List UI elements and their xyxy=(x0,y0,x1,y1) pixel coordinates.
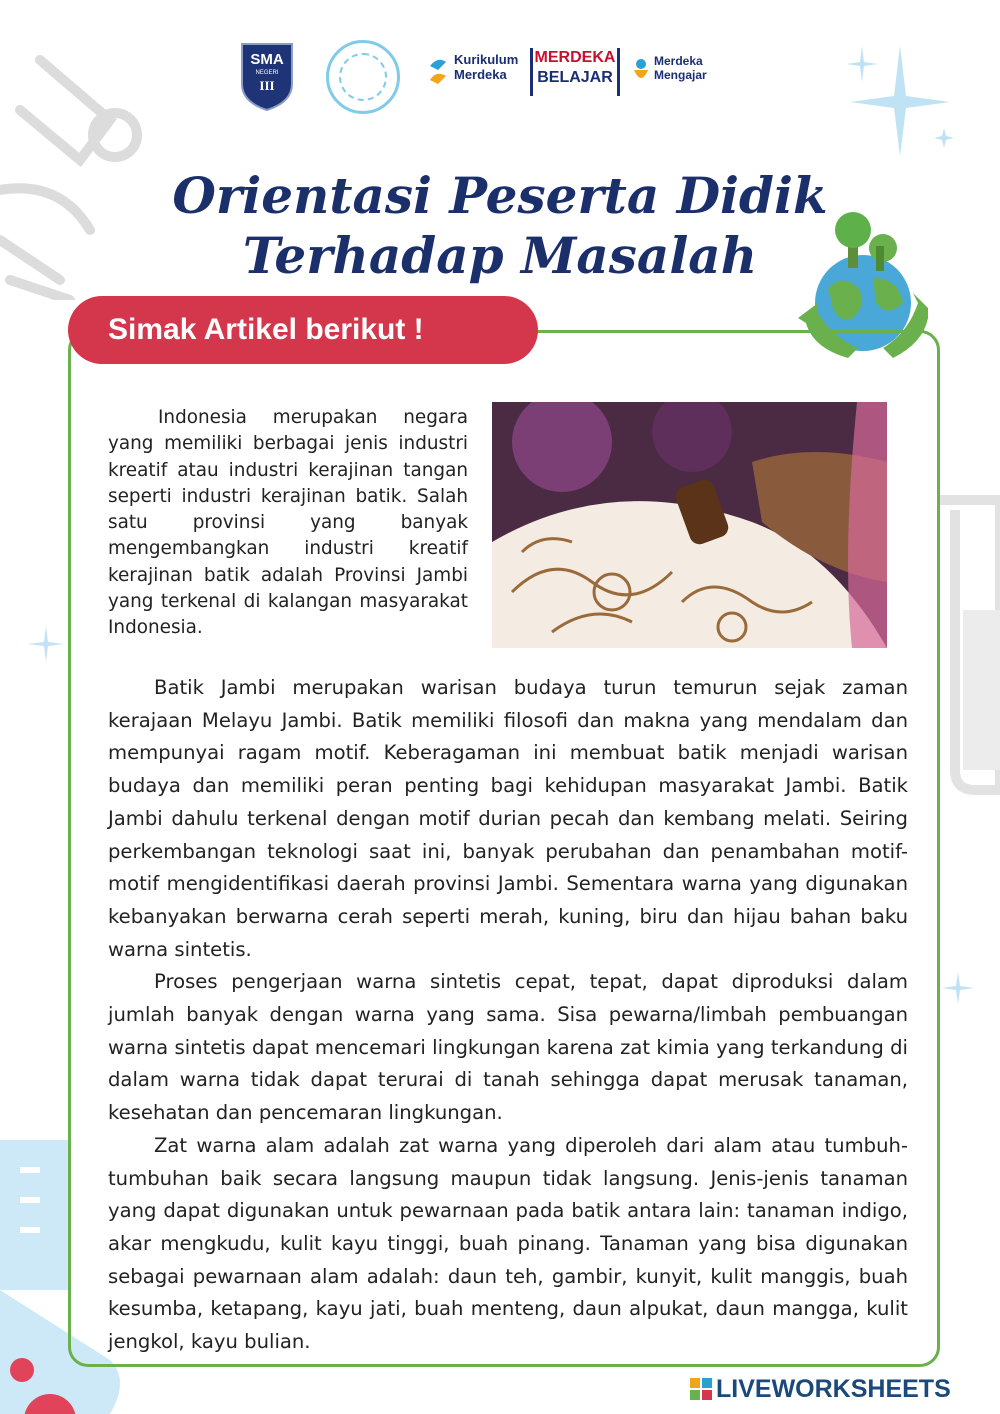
title-line-2: Terhadap Masalah xyxy=(242,226,758,285)
article-paragraph: Batik Jambi merupakan warisan budaya turun temurun sejak zaman kerajaan Melayu Jambi. Batik memiliki filosofi dan makna yang mendalam dan mempunyai ragam motif. Keberagaman ini membuat batik menjadi warisan budaya dan memiliki peran penting bagi kehidupan masyarakat Jambi. Batik Jambi dahulu terkenal dengan motif durian pecah dan kembang melati. Seiring perkembangan teknologi saat ini, banyak perubahan dan penambahan motif-motif mengidentifikasi daerah provinsi Jambi. Sementara warna yang digunakan kebanyakan berwarna cerah seperti merah, kuning, biru dan hijau bahan baku warna sintetis. xyxy=(108,676,908,961)
page-title xyxy=(150,166,850,286)
svg-text:III: III xyxy=(259,78,275,93)
intro-paragraph: Indonesia merupakan negara yang memiliki berbagai jenis industri kreatif atau industri kerajinan tangan seperti industri kerajinan batik. Salah satu provinsi yang banyak mengembangkan industri kreatif kerajinan batik adalah Provinsi Jambi yang terkenal di kalangan masyarakat Indonesia. xyxy=(108,407,468,639)
svg-text:NEGERI: NEGERI xyxy=(255,70,279,76)
kurikulum-merdeka-logo: Kurikulum Merdeka xyxy=(428,52,523,92)
sparkle-decoration-icon xyxy=(840,36,960,166)
merdeka-mengajar-logo: Merdeka Mengajar xyxy=(630,54,730,94)
sparkle-left-decoration-icon xyxy=(26,624,66,664)
article-paragraph: Proses pengerjaan warna sintetis cepat, tepat, dapat diproduksi dalam jumlah banyak dengan warna yang sama. Sisa pewarna/limbah pembuangan warna sintetis dapat mencemari lingkungan karena zat kimia yang terkandung di dalam warna tidak dapat terurai di tanah sehingga dapat merusak tanaman, kesehatan dan pencemaran lingkungan. xyxy=(108,970,908,1125)
article-paragraph: Zat warna alam adalah zat warna yang diperoleh dari alam atau tumbuh-tumbuhan baik secara langsung maupun tidak langsung. Jenis-jenis tanaman yang dapat digunakan untuk pewarnaan pada batik antara lain: tanaman indigo, akar mengkudu, kulit kayu tinggi, buah pinang. Tanaman yang bisa digunakan sebagai pewarnaan alam adalah: daun teh, gambir, kunyit, kulit manggis, buah kesumba, ketapang, kayu jati, buah menteng, daun alpukat, daun mangga, kulit jengkol, kayu bulian. xyxy=(108,1133,908,1354)
school-circle-logo xyxy=(326,40,400,114)
liveworksheets-brand: LIVEWORKSHEETS xyxy=(690,1374,990,1404)
microscope-decoration-icon xyxy=(0,40,170,300)
article-body xyxy=(108,672,908,1359)
sma-school-logo xyxy=(238,40,296,112)
header-logos xyxy=(238,40,718,120)
svg-text:SMA: SMA xyxy=(250,51,284,68)
merdeka-belajar-logo: MERDEKA BELAJAR xyxy=(530,48,620,96)
test-tube-decoration-icon xyxy=(935,490,1000,800)
title-line-1: Orientasi Peserta Didik xyxy=(172,166,828,225)
batik-making-photo xyxy=(492,402,887,648)
section-banner: Simak Artikel berikut ! xyxy=(68,296,538,364)
sparkle-right-decoration-icon xyxy=(940,970,976,1006)
liveworksheets-icon xyxy=(690,1378,712,1400)
